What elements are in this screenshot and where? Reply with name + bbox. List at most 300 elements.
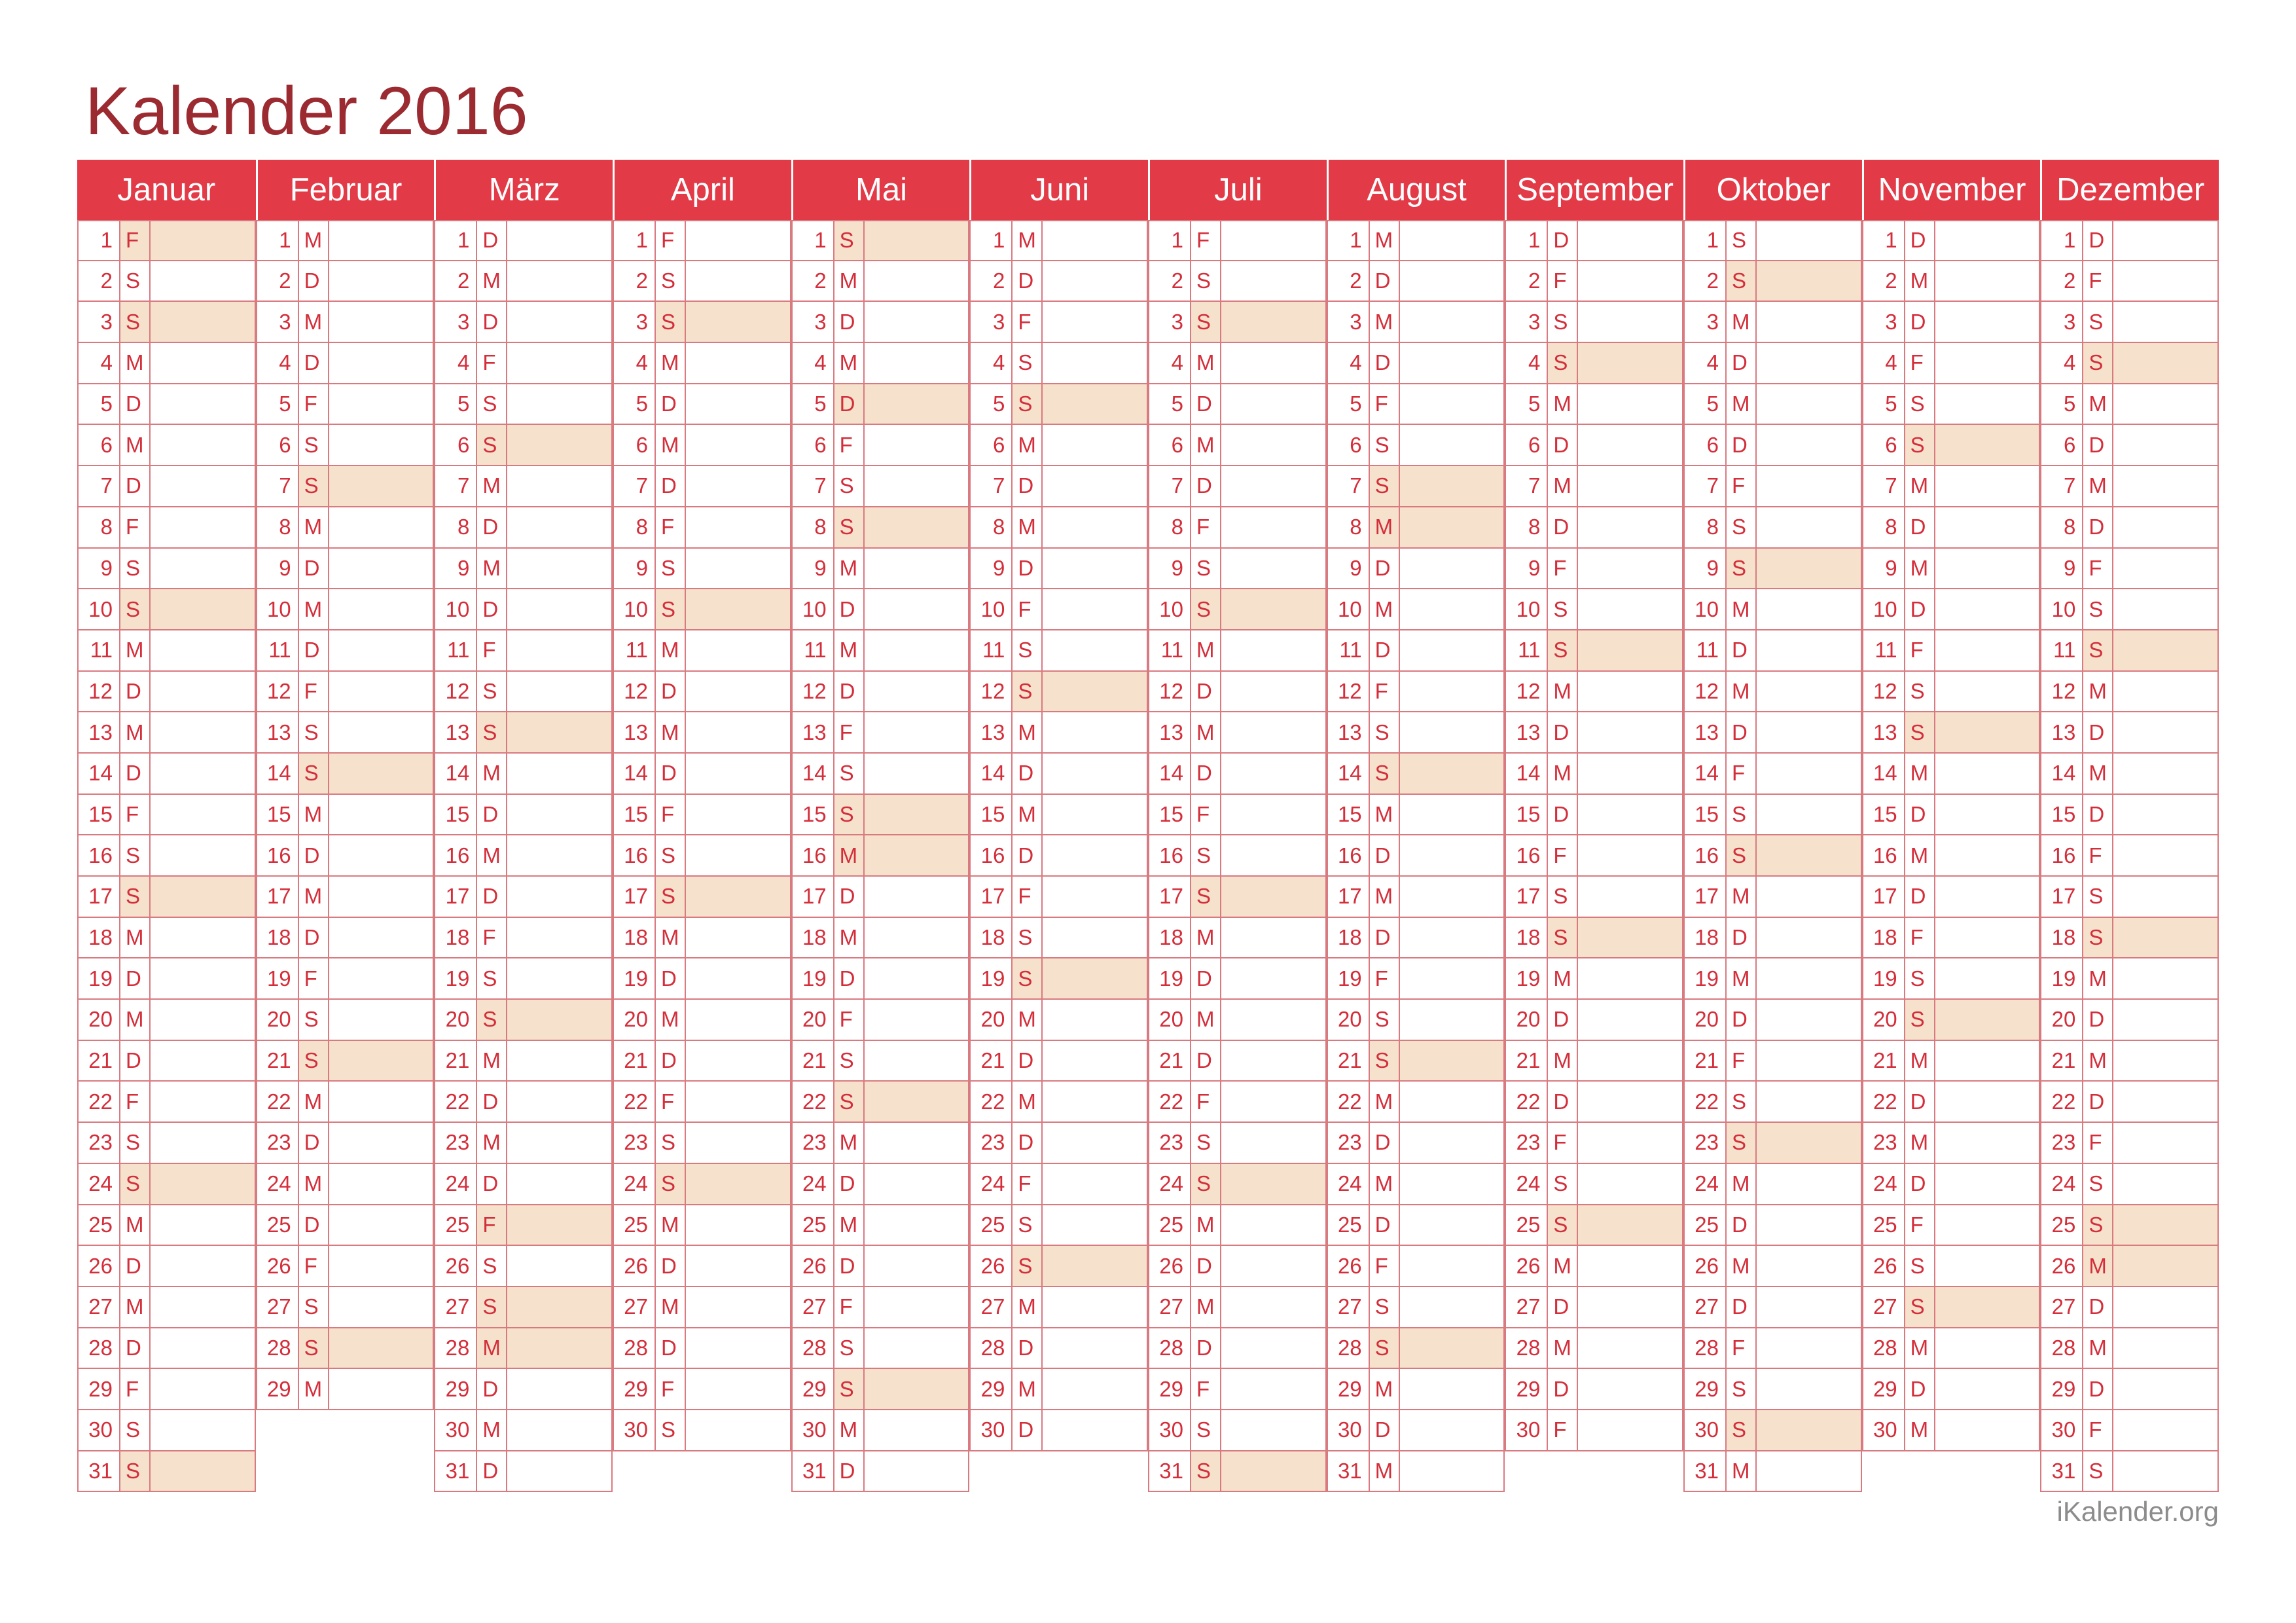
weekday-letter: S [1727, 1369, 1757, 1409]
weekday-letter: D [2083, 425, 2113, 465]
day-row [256, 1287, 435, 1328]
day-note-cell [1043, 1164, 1148, 1204]
day-number: 15 [434, 795, 477, 835]
day-row [1862, 1410, 2041, 1451]
day-number: 31 [1327, 1451, 1370, 1491]
month-header: April [613, 160, 791, 220]
weekday-letter: D [834, 384, 865, 424]
day-number: 15 [969, 795, 1013, 835]
day-row [613, 630, 791, 672]
weekday-letter: M [1905, 835, 1935, 875]
weekday-letter: D [120, 1328, 151, 1368]
day-note-cell [329, 1164, 435, 1204]
day-row [1683, 1410, 1862, 1451]
weekday-letter: M [2083, 672, 2113, 712]
day-note-cell [151, 1000, 256, 1040]
day-number: 13 [969, 712, 1013, 752]
day-row [969, 1369, 1148, 1410]
day-note-cell [1578, 712, 1683, 752]
weekday-letter: D [299, 549, 329, 589]
day-row [969, 343, 1148, 384]
weekday-letter: D [2083, 1369, 2113, 1409]
weekday-letter: S [1905, 1287, 1935, 1327]
weekday-letter: M [1013, 1287, 1043, 1327]
weekday-letter: S [120, 835, 151, 875]
weekday-letter: D [1727, 918, 1757, 958]
day-note-cell [1043, 958, 1148, 998]
day-note-cell [1043, 672, 1148, 712]
day-row [613, 384, 791, 426]
day-row [1683, 712, 1862, 754]
day-note-cell [1935, 754, 2041, 793]
day-row [1862, 835, 2041, 877]
day-note-cell [1221, 1164, 1327, 1204]
day-row [791, 589, 970, 630]
day-row [1327, 1000, 1505, 1041]
day-number: 4 [969, 343, 1013, 383]
weekday-letter: S [1013, 1205, 1043, 1245]
day-row [1327, 343, 1505, 384]
day-note-cell [1400, 1328, 1505, 1368]
day-number: 7 [77, 466, 120, 506]
day-number: 16 [1683, 835, 1727, 875]
day-number: 16 [1148, 835, 1191, 875]
day-note-cell [1757, 1123, 1862, 1163]
weekday-letter: M [120, 343, 151, 383]
day-row [434, 1410, 613, 1451]
day-number: 11 [613, 630, 656, 670]
day-row [1683, 1287, 1862, 1328]
day-note-cell [1400, 1369, 1505, 1409]
day-row [1148, 466, 1327, 507]
weekday-letter: S [1191, 1410, 1221, 1450]
weekday-letter: M [477, 549, 507, 589]
day-note-cell [1400, 343, 1505, 383]
day-row [613, 835, 791, 877]
day-row [77, 672, 256, 713]
day-note-cell [865, 507, 970, 547]
day-number: 19 [1862, 958, 1905, 998]
day-row [969, 1287, 1148, 1328]
day-note-cell [2113, 549, 2219, 589]
day-note-cell [686, 918, 791, 958]
weekday-letter: S [656, 1164, 686, 1204]
day-note-cell [1043, 795, 1148, 835]
day-note-cell [1935, 1164, 2041, 1204]
day-number: 21 [77, 1041, 120, 1081]
day-note-cell [329, 1287, 435, 1327]
day-note-cell [151, 835, 256, 875]
day-note-cell [329, 958, 435, 998]
day-note-cell [1757, 549, 1862, 589]
day-number: 27 [77, 1287, 120, 1327]
day-number: 2 [1148, 261, 1191, 301]
day-row [77, 918, 256, 959]
weekday-letter: S [656, 1123, 686, 1163]
day-number: 17 [791, 877, 834, 917]
day-number: 23 [1148, 1123, 1191, 1163]
weekday-letter: D [1905, 507, 1935, 547]
day-row [256, 1246, 435, 1287]
day-note-cell [2113, 343, 2219, 383]
day-note-cell [1757, 754, 1862, 793]
day-note-cell [1757, 1369, 1862, 1409]
weekday-letter: D [1905, 795, 1935, 835]
day-number: 23 [77, 1123, 120, 1163]
day-number: 2 [613, 261, 656, 301]
day-number: 25 [613, 1205, 656, 1245]
day-note-cell [329, 754, 435, 793]
month-header: Juli [1148, 160, 1327, 220]
weekday-letter: F [120, 1369, 151, 1409]
day-note-cell [1935, 672, 2041, 712]
day-number: 16 [256, 835, 299, 875]
day-note-cell [865, 1410, 970, 1450]
weekday-letter: M [1191, 1000, 1221, 1040]
day-row [1862, 302, 2041, 343]
day-row [1148, 384, 1327, 426]
weekday-letter: S [1548, 343, 1578, 383]
day-note-cell [151, 630, 256, 670]
day-note-cell [1935, 302, 2041, 342]
day-row [434, 589, 613, 630]
weekday-letter: S [1905, 958, 1935, 998]
day-note-cell [686, 1123, 791, 1163]
day-note-cell [1043, 1123, 1148, 1163]
day-row [2040, 549, 2219, 590]
weekday-letter: M [1013, 712, 1043, 752]
day-row [791, 1082, 970, 1123]
weekday-letter: M [2083, 384, 2113, 424]
day-row [791, 425, 970, 466]
day-note-cell [865, 1451, 970, 1491]
day-number: 22 [791, 1082, 834, 1122]
day-row [1683, 343, 1862, 384]
day-row [2040, 1123, 2219, 1164]
day-number: 9 [434, 549, 477, 589]
day-number: 9 [791, 549, 834, 589]
day-number: 29 [1683, 1369, 1727, 1409]
weekday-letter: F [1191, 1369, 1221, 1409]
weekday-letter: F [120, 221, 151, 260]
day-row [2040, 1205, 2219, 1247]
weekday-letter: S [834, 1041, 865, 1081]
day-note-cell [507, 1410, 613, 1450]
day-row [77, 1451, 256, 1493]
day-note-cell [1757, 466, 1862, 506]
weekday-letter: D [1905, 1369, 1935, 1409]
day-number: 17 [1683, 877, 1727, 917]
weekday-letter: S [1191, 589, 1221, 629]
day-note-cell [686, 261, 791, 301]
weekday-letter: S [656, 589, 686, 629]
day-number: 8 [791, 507, 834, 547]
day-number: 30 [1862, 1410, 1905, 1450]
day-row [434, 877, 613, 918]
weekday-letter: D [120, 958, 151, 998]
day-number: 5 [1862, 384, 1905, 424]
day-note-cell [329, 877, 435, 917]
day-note-cell [1757, 630, 1862, 670]
weekday-letter: M [299, 1369, 329, 1409]
day-row [77, 220, 256, 261]
weekday-letter: D [120, 1246, 151, 1286]
day-row [791, 1451, 970, 1493]
weekday-letter: S [1370, 1000, 1400, 1040]
day-row [1505, 1410, 1683, 1451]
day-row [256, 1041, 435, 1082]
day-note-cell [151, 384, 256, 424]
day-number: 12 [2040, 672, 2083, 712]
day-number: 1 [434, 221, 477, 260]
weekday-letter: D [1191, 754, 1221, 793]
day-note-cell [1043, 549, 1148, 589]
day-number: 26 [969, 1246, 1013, 1286]
day-note-cell [1043, 384, 1148, 424]
day-note-cell [865, 630, 970, 670]
day-note-cell [1757, 425, 1862, 465]
day-note-cell [1578, 507, 1683, 547]
day-number: 27 [1862, 1287, 1905, 1327]
weekday-letter: M [1013, 1082, 1043, 1122]
day-note-cell [1221, 958, 1327, 998]
weekday-letter: M [1191, 343, 1221, 383]
day-note-cell [329, 1205, 435, 1245]
day-note-cell [507, 1164, 613, 1204]
day-row [613, 1164, 791, 1205]
month-column [77, 160, 256, 1492]
day-row [1327, 958, 1505, 1000]
weekday-letter: S [1905, 1246, 1935, 1286]
day-row [77, 589, 256, 630]
weekday-letter: S [120, 877, 151, 917]
weekday-letter: M [1013, 425, 1043, 465]
day-number: 30 [434, 1410, 477, 1450]
day-row [1683, 1164, 1862, 1205]
day-note-cell [1578, 343, 1683, 383]
weekday-letter: M [834, 1410, 865, 1450]
day-row [256, 918, 435, 959]
day-number: 26 [2040, 1246, 2083, 1286]
day-row [613, 220, 791, 261]
day-note-cell [1221, 466, 1327, 506]
weekday-letter: D [477, 877, 507, 917]
day-note-cell [865, 343, 970, 383]
month-column [791, 160, 970, 1492]
weekday-letter: D [656, 754, 686, 793]
day-number: 24 [1683, 1164, 1727, 1204]
weekday-letter: F [1905, 630, 1935, 670]
weekday-letter: F [477, 1205, 507, 1245]
day-number: 1 [1505, 221, 1548, 260]
weekday-letter: M [1548, 1246, 1578, 1286]
day-row [1327, 1451, 1505, 1493]
day-row [1505, 1205, 1683, 1247]
weekday-letter: M [1013, 221, 1043, 260]
day-note-cell [686, 795, 791, 835]
day-row [77, 507, 256, 549]
weekday-letter: S [656, 1410, 686, 1450]
day-number: 8 [434, 507, 477, 547]
weekday-letter: M [656, 425, 686, 465]
day-row [1148, 1205, 1327, 1247]
day-row [434, 425, 613, 466]
weekday-letter: F [1013, 302, 1043, 342]
weekday-letter: M [299, 1082, 329, 1122]
day-note-cell [1578, 425, 1683, 465]
day-number: 21 [969, 1041, 1013, 1081]
day-number: 17 [77, 877, 120, 917]
day-row [1327, 1287, 1505, 1328]
day-row [2040, 1287, 2219, 1328]
month-column [434, 160, 613, 1492]
day-number: 16 [613, 835, 656, 875]
day-number: 19 [1683, 958, 1727, 998]
weekday-letter: F [1370, 384, 1400, 424]
day-note-cell [2113, 918, 2219, 958]
day-note-cell [686, 507, 791, 547]
day-row [256, 343, 435, 384]
weekday-letter: S [477, 672, 507, 712]
day-row [1505, 630, 1683, 672]
day-note-cell [329, 261, 435, 301]
day-number: 26 [1505, 1246, 1548, 1286]
day-row [613, 302, 791, 343]
day-note-cell [2113, 466, 2219, 506]
weekday-letter: D [120, 466, 151, 506]
day-number: 3 [1148, 302, 1191, 342]
day-number: 27 [791, 1287, 834, 1327]
day-row [256, 1369, 435, 1410]
day-number: 18 [1862, 918, 1905, 958]
weekday-letter: S [120, 1123, 151, 1163]
day-note-cell [1043, 507, 1148, 547]
month-header: Januar [77, 160, 256, 220]
weekday-letter: S [834, 1082, 865, 1122]
weekday-letter: M [1370, 302, 1400, 342]
day-row [1505, 754, 1683, 795]
day-row [613, 425, 791, 466]
day-row [256, 958, 435, 1000]
day-note-cell [1400, 877, 1505, 917]
day-row [1862, 1287, 2041, 1328]
weekday-letter: D [1191, 1246, 1221, 1286]
day-note-cell [865, 1082, 970, 1122]
weekday-letter: M [120, 1287, 151, 1327]
day-note-cell [151, 958, 256, 998]
day-note-cell [1043, 1410, 1148, 1450]
day-row [77, 466, 256, 507]
day-note-cell [329, 384, 435, 424]
day-note-cell [151, 1246, 256, 1286]
day-row [256, 1164, 435, 1205]
day-row [2040, 877, 2219, 918]
day-row [1862, 261, 2041, 302]
day-number: 24 [434, 1164, 477, 1204]
day-row [2040, 1410, 2219, 1451]
day-row [1148, 261, 1327, 302]
weekday-letter: D [299, 261, 329, 301]
day-row [256, 1328, 435, 1370]
day-note-cell [1400, 425, 1505, 465]
day-number: 7 [1505, 466, 1548, 506]
day-number: 24 [1148, 1164, 1191, 1204]
day-number: 13 [1327, 712, 1370, 752]
day-note-cell [1935, 1287, 2041, 1327]
weekday-letter: M [299, 589, 329, 629]
weekday-letter: D [477, 1164, 507, 1204]
day-note-cell [1757, 507, 1862, 547]
day-note-cell [329, 302, 435, 342]
day-row [77, 343, 256, 384]
day-note-cell [1935, 466, 2041, 506]
day-number: 5 [613, 384, 656, 424]
day-number: 25 [256, 1205, 299, 1245]
weekday-letter: S [1370, 1041, 1400, 1081]
day-note-cell [1757, 1287, 1862, 1327]
day-note-cell [507, 918, 613, 958]
day-number: 18 [434, 918, 477, 958]
day-note-cell [865, 1041, 970, 1081]
weekday-letter: F [1727, 466, 1757, 506]
day-row [1683, 425, 1862, 466]
day-row [1148, 1369, 1327, 1410]
day-row [1148, 589, 1327, 630]
day-note-cell [329, 1123, 435, 1163]
weekday-letter: D [1370, 630, 1400, 670]
day-row [791, 1164, 970, 1205]
day-row [77, 712, 256, 754]
day-note-cell [1578, 1410, 1683, 1450]
weekday-letter: F [299, 384, 329, 424]
day-row [77, 795, 256, 836]
day-number: 2 [2040, 261, 2083, 301]
weekday-letter: M [1548, 672, 1578, 712]
day-row [969, 712, 1148, 754]
day-number: 25 [77, 1205, 120, 1245]
weekday-letter: D [834, 1164, 865, 1204]
day-row [1683, 507, 1862, 549]
day-row [1862, 220, 2041, 261]
day-note-cell [1935, 549, 2041, 589]
weekday-letter: D [656, 958, 686, 998]
day-number: 31 [434, 1451, 477, 1491]
day-number: 24 [256, 1164, 299, 1204]
day-row [434, 630, 613, 672]
day-row [1862, 630, 2041, 672]
day-row [1683, 1205, 1862, 1247]
day-row [77, 384, 256, 426]
day-row [434, 918, 613, 959]
day-row [2040, 672, 2219, 713]
weekday-letter: D [2083, 1287, 2113, 1327]
day-number: 14 [77, 754, 120, 793]
weekday-letter: D [1370, 343, 1400, 383]
day-number: 7 [1862, 466, 1905, 506]
weekday-letter: S [1370, 1287, 1400, 1327]
day-note-cell [2113, 1369, 2219, 1409]
day-row [791, 302, 970, 343]
day-number: 25 [969, 1205, 1013, 1245]
day-number: 29 [2040, 1369, 2083, 1409]
day-number: 5 [2040, 384, 2083, 424]
day-row [1148, 630, 1327, 672]
day-note-cell [1578, 1287, 1683, 1327]
day-note-cell [1400, 221, 1505, 260]
weekday-letter: D [1191, 958, 1221, 998]
day-row [434, 549, 613, 590]
day-note-cell [507, 1082, 613, 1122]
